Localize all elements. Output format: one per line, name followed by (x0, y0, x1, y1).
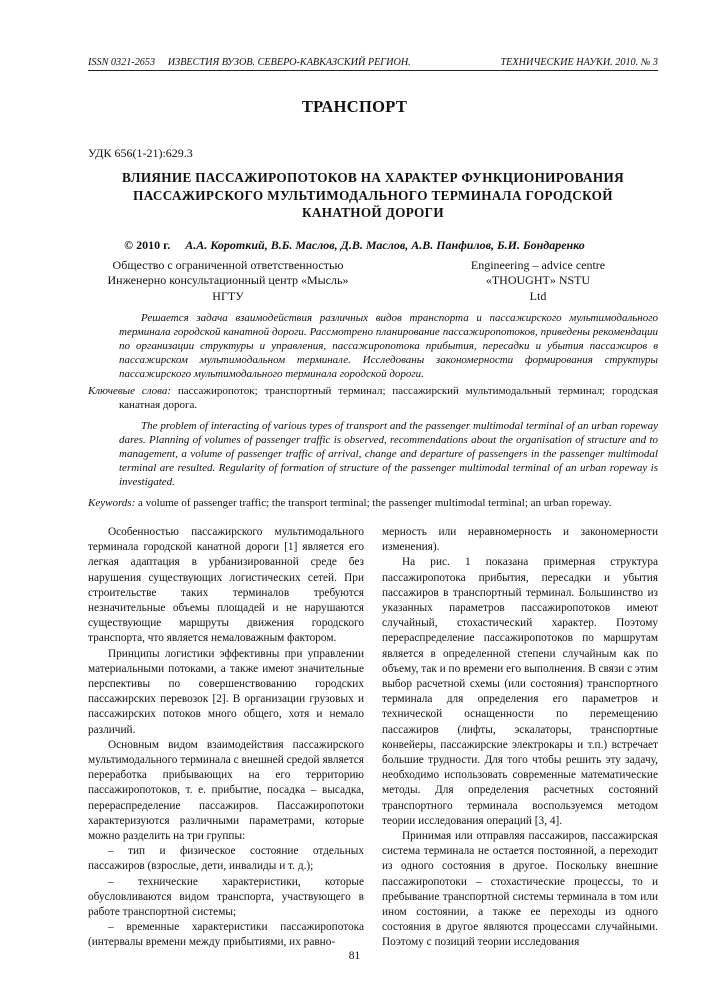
keywords-russian (88, 385, 658, 413)
body-paragraph: На рис. 1 показана примерная структура пассажиропотока прибытия, пересадки и убытия пассажиров в транспортный терминал. Большинство из указанных параметров пассажиропотоков имеют случайный, стохастический характер. Поэтому перераспределение пассажиропотоков по маршрутам является в определенной степени случайным как по объему, так и по времени его выполнения. В связи с этим выбор расчетной схемы (или состояния) транспортного терминала для определения его параметров и технической оснащенности по перемещению пассажиров (лифты, эскалаторы, транспортные конвейеры, пассажирские электрокары и т.п.) встречает большие трудности. Для того чтобы решить эту задачу, необходимо использовать современные математические методы. Для определения расчетных состояний транспортного терминала воспользуемся методом теории исследования операций [3, 4]. (382, 556, 658, 827)
body-paragraph: Основным видом взаимодействия пассажирского мультимодального терминала с внешней средой является переработка прибывающих на его территорию пассажиропотоков, т. е. прибытие, посадка – высадка, перераспределение пассажиров. Пассажиропотоки характеризуются различными параметрами, которые можно разделить на три группы: (88, 738, 364, 843)
affiliation-line: НГТУ (212, 288, 244, 303)
affiliation-line: Engineering – advice centre (470, 258, 606, 272)
section-heading: ТРАНСПОРТ (301, 97, 408, 116)
affiliation-line: Ltd (529, 288, 547, 303)
keywords-label: Ключевые слова: (88, 385, 171, 397)
copyright-year: © 2010 г. (124, 238, 171, 252)
body-paragraph: – временные характеристики пассажиропотока (интервалы времени между прибытиями, их равно- (88, 921, 364, 949)
abstract-russian: Решается задача взаимодействия различных видов транспорта и пассажирского мультимодального терминала городской канатной дороги. Рассмотрено планирование пассажиропотоков, приведены рекомендации по организации структуры и управления, пассажиропотока прибытия, пересадки и убытия пассажиров в пассажирском мультимодальном терминале. Исследованы закономерности формирования структуры пассажирского мультимодального терминала городской дороги. (119, 312, 658, 380)
keywords-english (88, 497, 658, 511)
body-column-left (88, 525, 364, 951)
body-paragraph: Особенностью пассажирского мультимодального терминала городской канатной дороги [1] является его легкая адаптация в урбанизированной среде без нарушения существующих логистических сетей. При строительстве таких терминалов требуются незначительные объемы площадей и не нарушаются существующие маршруты движения городского транспорта, что является немаловажным фактором. (88, 526, 364, 645)
header-journal-info: ISSN 0321-2653 ИЗВЕСТИЯ ВУЗОВ. СЕВЕРО-КАВКАЗСКИЙ РЕГИОН. (88, 57, 411, 68)
body-paragraph: Принимая или отправляя пассажиров, пассажирская система терминала не остается постоянной, а переходит из одного состояния в другое. Поскольку внешние пассажиропотоки – стохастические процессы, то и пребывание транспортной системы терминала в том или ином состоянии, а также ее переходы из одного состояния в другое являются процессами случайными. Поэтому с позиций теории исследования (382, 830, 658, 949)
body-paragraph: Принципы логистики эффективны при управлении материальными потоками, а также имеют значительные перспективы по совершенствованию городских пассажирских перевозок [2]. В организации грузовых и пассажирских потоков много общего, хотя и немало различий. (88, 647, 364, 736)
body-paragraph: мерность или неравномерность и закономерности изменения). (382, 526, 658, 554)
author-names: А.А. Короткий, В.Б. Маслов, Д.В. Маслов, А.В. Панфилов, Б.И. Бондаренко (185, 238, 585, 252)
header-issue-info: ТЕХНИЧЕСКИЕ НАУКИ. 2010. № 3 (500, 57, 658, 68)
keywords-text: пассажиропоток; транспортный терминал; пассажирский мультимодальный терминал; городская канатная дорога. (119, 385, 658, 411)
affiliation-line: Инженерно консультационный центр «Мысль» (107, 273, 349, 288)
affiliation-line: «THOUGHT» NSTU (485, 273, 591, 288)
article-title: ВЛИЯНИЕ ПАССАЖИРОПОТОКОВ НА ХАРАКТЕР ФУНКЦИОНИРОВАНИЯ ПАССАЖИРСКОГО МУЛЬТИМОДАЛЬНОГО ТЕРМИНАЛА ГОРОДСКОЙ КАНАТНОЙ ДОРОГИ (122, 170, 624, 220)
affiliation-line: Общество с ограниченной ответственностью (112, 258, 344, 272)
udc-code: УДК 656(1-21):629.3 (88, 146, 193, 160)
affiliation-russian (88, 258, 368, 304)
running-header (88, 57, 658, 71)
body-column-right (382, 525, 658, 951)
page-number: 81 (348, 950, 361, 962)
keywords-label: Keywords: (88, 497, 136, 509)
keywords-text: a volume of passenger traffic; the transport terminal; the passenger multimodal terminal; an urban ropeway. (135, 497, 612, 509)
body-paragraph: – технические характеристики, которые обусловливаются видом транспорта, участвующего в работе транспортной системы; (88, 875, 364, 919)
affiliation-english (418, 258, 658, 304)
author-line (0, 238, 709, 253)
body-paragraph: – тип и физическое состояние отдельных пассажиров (взрослые, дети, инвалиды и т. д.); (88, 845, 364, 873)
abstract-english: The problem of interacting of various types of transport and the passenger multimodal terminal of an urban ropeway dares. Planning of volumes of passenger traffic is observed, recommendations about the organisation of structure and to management, a volume of passenger traffic of arrival, change and departure of passengers in the passenger multimodal terminal are resulted. Regularity of formation of structure of the passenger multimodal terminal of an urban ropeway is investigated. (119, 420, 658, 488)
